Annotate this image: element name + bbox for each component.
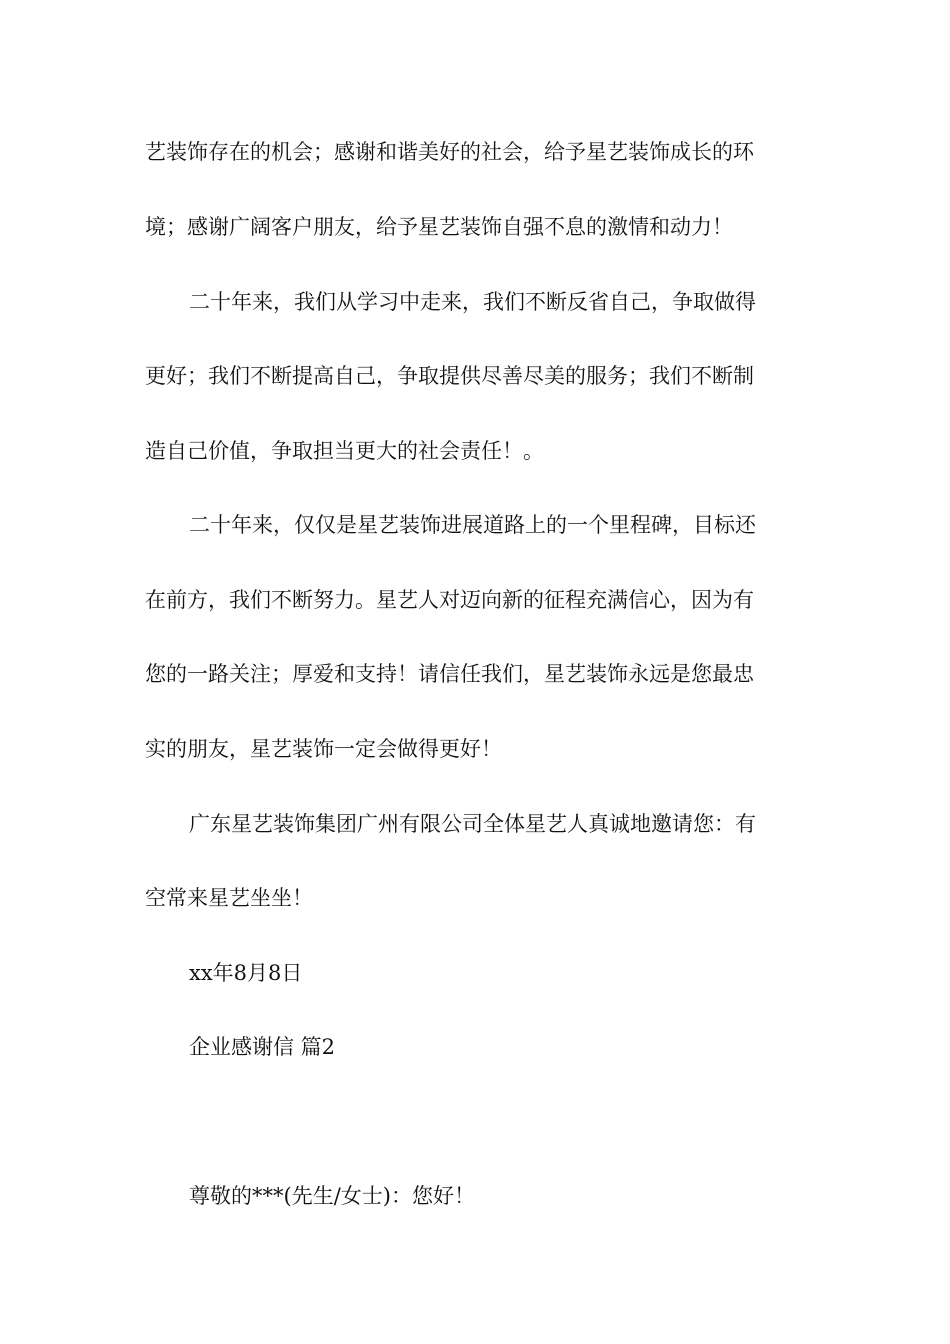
body-text-line: 实的朋友，星艺装饰一定会做得更好！ [145,737,502,761]
salutation-line: 尊敬的***(先生/女士)：您好！ [189,1184,475,1208]
paragraph-first-line: 二十年来，仅仅是星艺装饰进展道路上的一个里程碑，目标还 [189,513,756,537]
body-text-line: 空常来星艺坐坐！ [145,886,313,910]
body-text-line: 造自己价值，争取担当更大的社会责任！。 [145,439,544,463]
paragraph-first-line: 广东星艺装饰集团广州有限公司全体星艺人真诚地邀请您：有 [189,812,756,836]
body-text-line: 您的一路关注；厚爱和支持！请信任我们，星艺装饰永远是您最忠 [145,662,754,686]
date-line: xx年8月8日 [189,961,303,985]
section-heading: 企业感谢信 篇2 [189,1035,336,1059]
body-text-line: 境；感谢广阔客户朋友，给予星艺装饰自强不息的激情和动力！ [145,215,733,239]
body-text-line: 更好；我们不断提高自己，争取提供尽善尽美的服务；我们不断制 [145,364,754,388]
paragraph-first-line: 二十年来，我们从学习中走来，我们不断反省自己，争取做得 [189,290,756,314]
body-text-line: 在前方，我们不断努力。星艺人对迈向新的征程充满信心，因为有 [145,588,754,612]
body-text-line: 艺装饰存在的机会；感谢和谐美好的社会，给予星艺装饰成长的环 [145,140,754,164]
